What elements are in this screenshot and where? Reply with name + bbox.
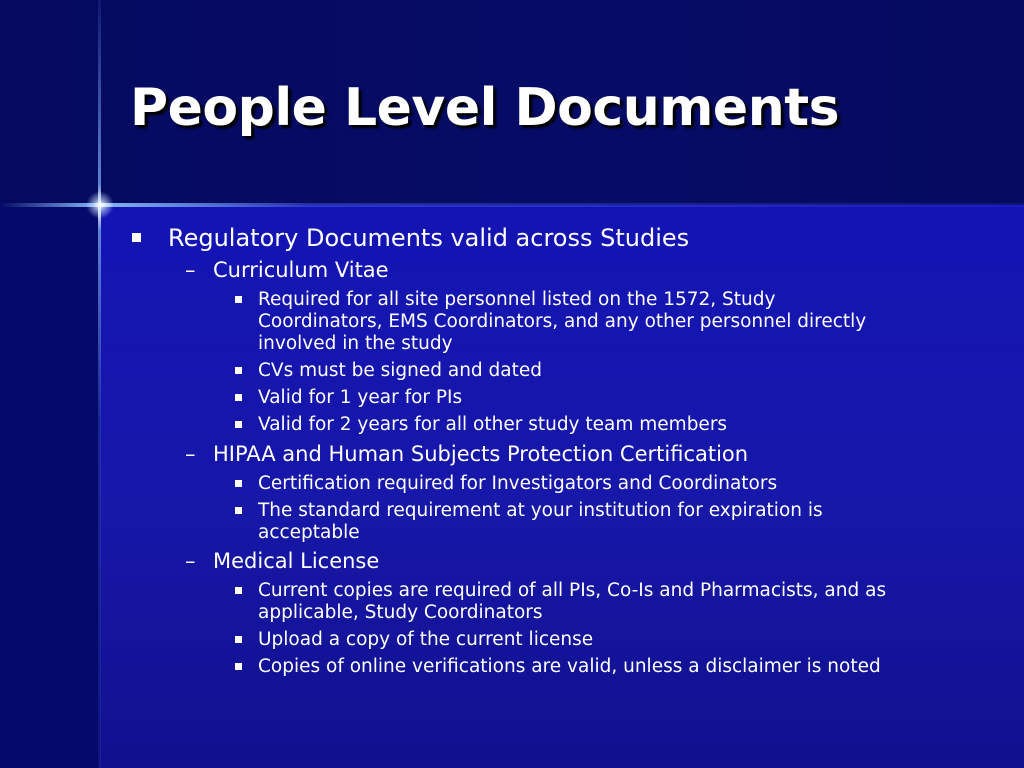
level1-bullet-item	[168, 224, 689, 252]
list-item	[258, 580, 958, 624]
list-item-text: involved in the study	[258, 333, 453, 354]
square-bullet-icon	[235, 296, 242, 303]
list-item-text: Coordinators, EMS Coordinators, and any other personnel directly	[258, 311, 867, 332]
section-heading-text: Curriculum Vitae	[213, 258, 389, 282]
square-bullet-icon	[235, 507, 242, 514]
list-item	[258, 656, 958, 678]
section-heading-text: HIPAA and Human Subjects Protection Certification	[213, 442, 749, 466]
section-heading-item	[185, 549, 380, 573]
section-heading-item	[185, 442, 749, 466]
list-item-text: The standard requirement at your institution for expiration is	[258, 500, 823, 521]
slide-title: People Level Documents	[130, 78, 840, 138]
square-bullet-icon	[132, 233, 141, 242]
square-bullet-icon	[235, 480, 242, 487]
list-item	[258, 500, 958, 544]
list-item-text: Copies of online verifications are valid, unless a disclaimer is noted	[258, 656, 881, 677]
square-bullet-icon	[235, 421, 242, 428]
square-bullet-icon	[235, 636, 242, 643]
list-item	[258, 629, 958, 651]
list-item-text: Required for all site personnel listed on the 1572, Study	[258, 289, 776, 310]
dash-bullet-icon: –	[185, 258, 196, 282]
dash-bullet-icon: –	[185, 442, 196, 466]
list-item-text: Upload a copy of the current license	[258, 629, 594, 650]
list-item-text: acceptable	[258, 522, 360, 543]
dash-bullet-icon: –	[185, 549, 196, 573]
section-heading-text: Medical License	[213, 549, 380, 573]
level1-text: Regulatory Documents valid across Studies	[168, 224, 690, 252]
list-item-text: CVs must be signed and dated	[258, 360, 543, 381]
square-bullet-icon	[235, 587, 242, 594]
square-bullet-icon	[235, 367, 242, 374]
list-item-text: applicable, Study Coordinators	[258, 602, 543, 623]
list-item	[258, 414, 958, 436]
list-item	[258, 473, 958, 495]
list-item-text: Valid for 2 years for all other study team members	[258, 414, 728, 435]
list-item-text: Valid for 1 year for PIs	[258, 387, 463, 408]
list-item-text: Current copies are required of all PIs, Co-Is and Pharmacists, and as	[258, 580, 887, 601]
square-bullet-icon	[235, 663, 242, 670]
list-item-text: Certification required for Investigators and Coordinators	[258, 473, 778, 494]
list-item	[258, 387, 958, 409]
list-item	[258, 289, 958, 355]
section-heading-item	[185, 258, 389, 282]
list-item	[258, 360, 958, 382]
square-bullet-icon	[235, 394, 242, 401]
